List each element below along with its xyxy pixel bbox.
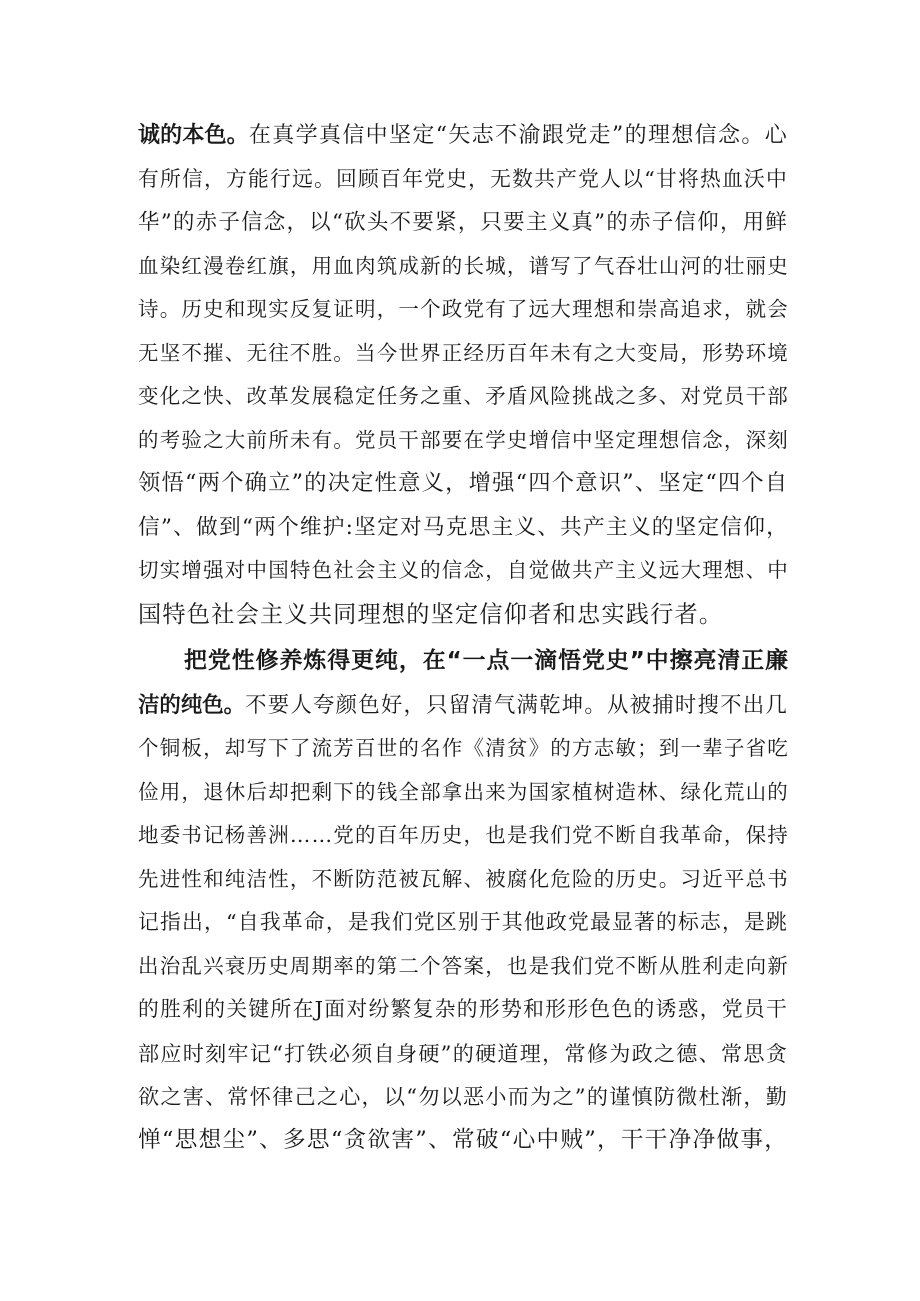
text-line: 惮“思想尘”、多思“贪欲害”、常破“心中贼”，干干净净做事， xyxy=(138,1126,788,1153)
text-line: 先进性和纯洁性，不断防范被瓦解、被腐化危险的历史。习近平总书 xyxy=(138,866,789,891)
text-line: 不要人夸颜色好，只留清气满乾坤。从被捕时搜不出几 xyxy=(245,692,788,718)
text-line: 无坚不摧、无往不胜。当今世界正经历百年未有之大变局，形势环境 xyxy=(138,340,789,365)
text-line: 部应时刻牢记“打铁必须自身硬”的硬道理，常修为政之德、常思贪 xyxy=(138,1040,788,1066)
text-line: 切实增强对中国特色社会主义的信念，自觉做共产主义远大理想、中 xyxy=(138,558,789,582)
text-line: 变化之快、改革发展稳定任务之重、矛盾风险挑战之多、对党员干部 xyxy=(138,384,789,408)
text-line: 诗。历史和现实反复证明，一个政党有了远大理想和崇高追求，就会 xyxy=(138,297,789,321)
text-line: 的考验之大前所未有。党员干部要在学史增信中坚定理想信念，深刻 xyxy=(138,427,789,452)
text-line: 血染红漫卷红旗，用血肉筑成新的长城，谱写了气吞壮山河的壮丽史 xyxy=(138,253,789,278)
text-line: 的胜利的关键所在J面对纷繁复杂的形势和形形色色的诱惑，党员干 xyxy=(138,997,788,1021)
document-page xyxy=(138,114,788,1162)
text-line: 领悟“两个确立”的决定性意义，增强“四个意识”、坚定“四个自 xyxy=(138,470,789,496)
text-line: 出治乱兴衰历史周期率的第二个答案，也是我们党不断从胜利走向新 xyxy=(138,953,789,978)
text-line: 国特色社会主义共同理想的坚定信仰者和忠实践行者。 xyxy=(138,600,724,628)
text-line: 俭用，退休后却把剩下的钱全部拿出来为国家植树造林、绿化荒山的 xyxy=(138,779,789,804)
text-line: 在真学真信中坚定“矢志不渝跟党走”的理想信念。心 xyxy=(248,123,788,148)
text-line: 地委书记杨善洲……党的百年历史，也是我们党不断自我革命，保持 xyxy=(138,823,789,847)
text-line: 信”、做到“两个维护:坚定对马克思主义、共产主义的坚定信仰， xyxy=(138,514,790,540)
paragraph-integrity xyxy=(138,640,788,1162)
text-line: 个铜板，却写下了流芳百世的名作《清贫》的方志敏；到一辈子省吃 xyxy=(138,736,789,760)
text-line: 有所信，方能行远。回顾百年党史，无数共产党人以“甘将热血沃中 xyxy=(138,166,788,191)
paragraph-ideals xyxy=(138,114,788,636)
text-line: 记指出，“自我革命，是我们党区别于其他政党最显著的标志，是跳 xyxy=(138,910,788,934)
text-line: 华”的赤子信念，以“砍头不要紧，只要主义真”的赤子信仰，用鲜 xyxy=(138,210,788,235)
text-line: 欲之害、常怀律己之心，以“勿以恶小而为之”的谨慎防微杜渐，勤 xyxy=(138,1084,788,1109)
section-heading-bold: 把党性修养炼得更纯，在“一点一滴悟党史”中擦亮清正廉 xyxy=(184,648,788,674)
paragraph-lead-bold: 诚的本色。 xyxy=(138,123,249,148)
section-heading-bold-continued: 洁的纯色。 xyxy=(138,692,246,718)
